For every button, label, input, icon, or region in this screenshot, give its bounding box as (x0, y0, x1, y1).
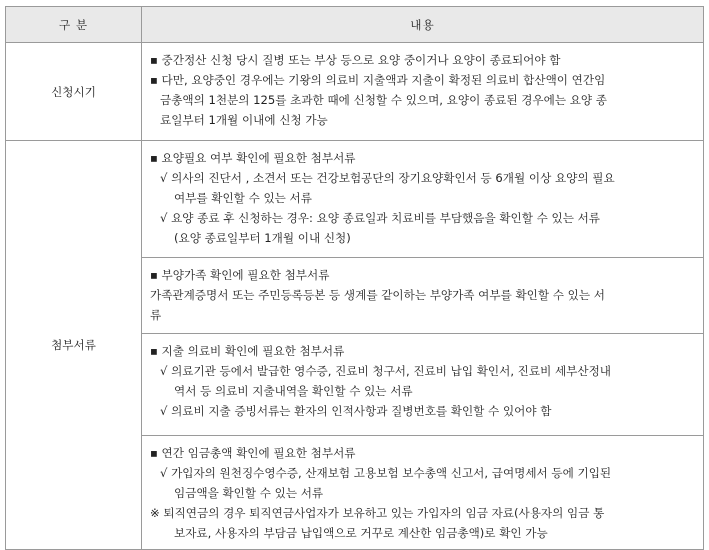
category-cell-timing: 신청시기 (6, 43, 142, 141)
content-line: 료일부터 1개월 이내에 신청 가능 (160, 113, 328, 127)
table-row (6, 43, 704, 141)
content-cell-timing (142, 43, 704, 141)
content-line: 임금액을 확인할 수 있는 서류 (174, 486, 324, 500)
content-line: ▪ 요양필요 여부 확인에 필요한 첨부서류 (150, 151, 356, 165)
content-line: ▪ 중간정산 신청 당시 질병 또는 부상 등으로 요양 중이거나 요양이 종료되어야 함 (150, 53, 561, 67)
content-line: ▪ 부양가족 확인에 필요한 첨부서류 (150, 268, 330, 282)
content-line: √ 가입자의 원천징수영수증, 산재보험 고용보험 보수총액 신고서, 급여명세서 등에 기입된 (160, 466, 612, 480)
content-line: (요양 종료일부터 1개월 이내 신청) (174, 231, 351, 245)
content-line: √ 의사의 진단서 , 소견서 또는 건강보험공단의 장기요양확인서 등 6개월 이상 요양의 필요 (160, 171, 615, 185)
content-line: 가족관계증명서 또는 주민등록등본 등 생계를 같이하는 부양가족 여부를 확인할 수 있는 서 (150, 288, 605, 302)
content-line: 역서 등 의료비 지출내역을 확인할 수 있는 서류 (174, 384, 413, 398)
content-line: 류 (150, 308, 162, 322)
category-cell-documents: 첨부서류 (6, 141, 142, 550)
content-cell-dependent-docs (142, 258, 704, 334)
table-row (6, 141, 704, 258)
application-info-table (5, 6, 704, 550)
content-line: √ 요양 종료 후 신청하는 경우: 요양 종료일과 치료비를 부담했음을 확인할 수 있는 서류 (160, 211, 600, 225)
content-line: 여부를 확인할 수 있는 서류 (174, 191, 312, 205)
header-content: 내용 (142, 7, 704, 43)
content-line: √ 의료기관 등에서 발급한 영수증, 진료비 청구서, 진료비 납입 확인서, 진료비 세부산정내 (160, 364, 611, 378)
header-category: 구 분 (6, 7, 142, 43)
content-cell-care-docs (142, 141, 704, 258)
content-line: ▪ 연간 임금총액 확인에 필요한 첨부서류 (150, 446, 356, 460)
content-line: ▪ 지출 의료비 확인에 필요한 첨부서류 (150, 344, 345, 358)
content-cell-wage-docs (142, 436, 704, 550)
content-line: 금총액의 1천분의 125를 초과한 때에 신청할 수 있으며, 요양이 종료된 경우에는 요양 종 (160, 93, 608, 107)
content-line: ※ 퇴직연금의 경우 퇴직연금사업자가 보유하고 있는 가입자의 임금 자료(사용자의 임금 통 (150, 506, 605, 520)
content-cell-medical-expense-docs (142, 334, 704, 436)
content-line: ▪ 다만, 요양중인 경우에는 기왕의 의료비 지출액과 지출이 확정된 의료비 합산액이 연간임 (150, 73, 606, 87)
content-line: 보자료, 사용자의 부담금 납입액으로 거꾸로 계산한 임금총액)로 확인 가능 (174, 526, 548, 540)
header-row (6, 7, 704, 43)
content-line: √ 의료비 지출 증빙서류는 환자의 인적사항과 질병번호를 확인할 수 있어야 함 (160, 404, 552, 418)
